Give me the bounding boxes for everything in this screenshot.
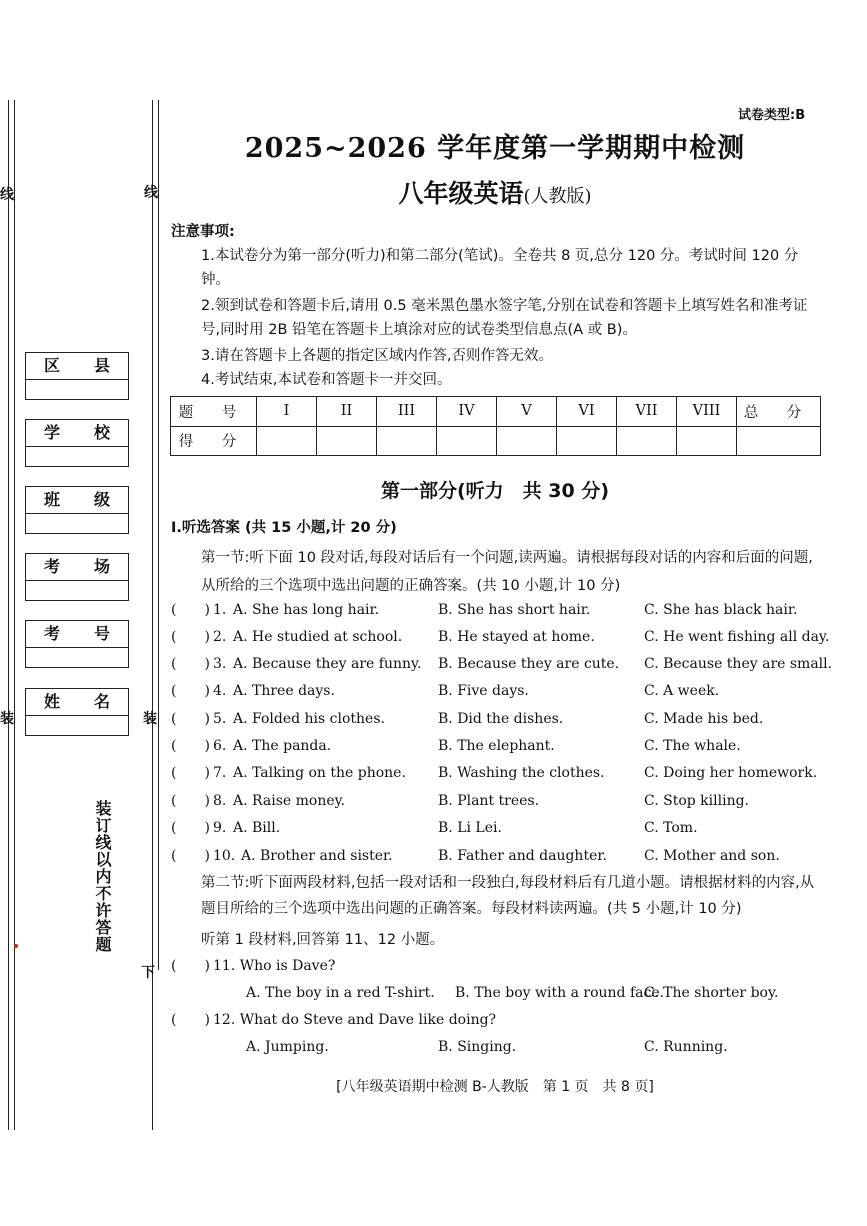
margin-seal-glyph-right: 装 bbox=[143, 711, 157, 727]
field-label-char: 校 bbox=[93, 423, 110, 442]
answer-blank[interactable]: ( ) bbox=[171, 629, 210, 645]
question-number: 2. bbox=[213, 629, 227, 645]
subject-label: 八年级英语 bbox=[398, 179, 524, 208]
question-row bbox=[171, 679, 821, 703]
option-b: B. Plant trees. bbox=[438, 793, 540, 809]
intro-text: 第二节:听下面两段材料,包括一段对话和一段独白,每段材料后有几道小题。请根据材料的内容,从题目所给的三个选项中选出问题的正确答案。每段材料读两遍。(共 5 小题,计 10 分) bbox=[201, 875, 815, 917]
score-header-cell: 总 分 bbox=[737, 397, 821, 427]
exam-number-field[interactable] bbox=[25, 620, 129, 668]
score-cell[interactable] bbox=[437, 426, 497, 456]
question-row bbox=[171, 652, 833, 676]
score-header-cell: 题 号 bbox=[171, 397, 257, 427]
intro-text: 第一节:听下面 10 段对话,每段对话后有一个问题,读两遍。请根据每段对话的内容和后面的问题,从所给的三个选项中选出问题的正确答案。(共 10 小题,计 10 分) bbox=[201, 550, 813, 594]
option-a: A. She has long hair. bbox=[233, 602, 380, 618]
question-row bbox=[171, 625, 830, 649]
score-row-label: 得 分 bbox=[171, 426, 257, 456]
question-row bbox=[171, 707, 821, 731]
ink-mark bbox=[14, 944, 18, 948]
edition-label: (人教版) bbox=[523, 186, 592, 207]
option-a: A. Folded his clothes. bbox=[233, 711, 385, 727]
score-cell[interactable] bbox=[557, 426, 617, 456]
option-c: C. Made his bed. bbox=[644, 711, 764, 727]
score-header-cell: VIII bbox=[677, 397, 737, 427]
score-table bbox=[170, 396, 821, 456]
option-a: A. Jumping. bbox=[246, 1039, 329, 1055]
answer-blank[interactable]: ( ) bbox=[171, 683, 210, 699]
option-b: B. The boy with a round face. bbox=[455, 985, 665, 1001]
notice-item-4 bbox=[171, 368, 821, 392]
option-row bbox=[171, 1035, 821, 1059]
question-row bbox=[171, 1008, 821, 1032]
score-header-cell: V bbox=[497, 397, 557, 427]
field-label-char: 场 bbox=[93, 557, 110, 576]
option-c: C. She has black hair. bbox=[644, 602, 798, 618]
option-b: B. Did the dishes. bbox=[438, 711, 564, 727]
option-b: B. She has short hair. bbox=[438, 602, 591, 618]
option-c: C. Mother and son. bbox=[644, 848, 780, 864]
notice-text: 2.领到试卷和答题卡后,请用 0.5 毫米黑色墨水签字笔,分别在试卷和答题卡上填写姓名和准考证号,同时用 2B 铅笔在答题卡上填涂对应的试卷类型信息点(A 或 B)。 bbox=[201, 298, 808, 338]
district-field[interactable] bbox=[25, 352, 129, 400]
field-label-char: 班 bbox=[44, 490, 61, 509]
section2-intro bbox=[171, 870, 821, 922]
notice-text: 1.本试卷分为第一部分(听力)和第二部分(笔试)。全卷共 8 页,总分 120 分。考试时间 120 分钟。 bbox=[201, 248, 799, 288]
option-b: B. Singing. bbox=[438, 1039, 517, 1055]
score-header-cell: III bbox=[377, 397, 437, 427]
question-number: 4. bbox=[213, 683, 227, 699]
option-a: A. Three days. bbox=[233, 683, 335, 699]
option-b: B. Washing the clothes. bbox=[438, 765, 605, 781]
notice-text: 3.请在答题卡上各题的指定区域内作答,否则作答无效。 bbox=[201, 348, 553, 364]
score-table-score-row bbox=[171, 426, 821, 456]
option-row bbox=[171, 981, 821, 1005]
option-c: C. Running. bbox=[644, 1039, 728, 1055]
notice-item-2 bbox=[171, 294, 821, 342]
option-c: C. Stop killing. bbox=[644, 793, 749, 809]
notice-heading: 注意事项: bbox=[171, 224, 235, 240]
question-row bbox=[171, 844, 821, 868]
score-cell[interactable] bbox=[737, 426, 821, 456]
option-b: B. The elephant. bbox=[438, 738, 555, 754]
option-c: C. The whale. bbox=[644, 738, 741, 754]
option-b: B. He stayed at home. bbox=[438, 629, 595, 645]
margin-line-glyph-right: 线 bbox=[144, 185, 158, 201]
score-cell[interactable] bbox=[257, 426, 317, 456]
option-c: C. The shorter boy. bbox=[644, 985, 779, 1001]
margin-down-glyph: 下 bbox=[141, 965, 155, 981]
exam-subtitle bbox=[170, 174, 820, 210]
option-c: C. Tom. bbox=[644, 820, 698, 836]
notice-item-3 bbox=[171, 344, 821, 368]
option-c: C. He went fishing all day. bbox=[644, 629, 830, 645]
answer-blank[interactable]: ( ) bbox=[171, 711, 210, 727]
field-label-char: 区 bbox=[44, 356, 61, 375]
answer-blank[interactable]: ( ) bbox=[171, 958, 210, 974]
class-field[interactable] bbox=[25, 486, 129, 534]
binding-warning: 装订线以内不许答题 bbox=[93, 800, 112, 953]
score-header-cell: IV bbox=[437, 397, 497, 427]
question-row bbox=[171, 598, 821, 622]
score-header-cell: VII bbox=[617, 397, 677, 427]
name-field[interactable] bbox=[25, 688, 129, 736]
question-row bbox=[171, 816, 821, 840]
answer-blank[interactable]: ( ) bbox=[171, 1012, 210, 1028]
field-label-char: 号 bbox=[93, 624, 110, 643]
margin-line-inner-2 bbox=[158, 100, 159, 970]
answer-blank[interactable]: ( ) bbox=[171, 738, 210, 754]
option-c: C. A week. bbox=[644, 683, 720, 699]
option-b: B. Father and daughter. bbox=[438, 848, 607, 864]
question-number: 9. bbox=[213, 820, 227, 836]
question-row bbox=[171, 761, 821, 785]
question-number: 8. bbox=[213, 793, 227, 809]
field-label-char: 学 bbox=[44, 423, 61, 442]
question-stem: 12. What do Steve and Dave like doing? bbox=[213, 1012, 497, 1028]
option-a: A. Because they are funny. bbox=[233, 656, 422, 672]
question-stem: 11. Who is Dave? bbox=[213, 958, 336, 974]
question-number: 3. bbox=[213, 656, 227, 672]
field-label-char: 姓 bbox=[44, 692, 61, 711]
margin-line-outer bbox=[8, 100, 9, 1130]
margin-line-mid bbox=[14, 100, 15, 1130]
score-cell[interactable] bbox=[497, 426, 557, 456]
option-a: A. Raise money. bbox=[233, 793, 346, 809]
field-label-char: 考 bbox=[44, 624, 61, 643]
option-a: A. The panda. bbox=[233, 738, 332, 754]
answer-blank[interactable]: ( ) bbox=[171, 793, 210, 809]
prompt-text: 听第 1 段材料,回答第 11、12 小题。 bbox=[201, 932, 445, 948]
option-a: A. The boy in a red T-shirt. bbox=[246, 985, 435, 1001]
exam-room-field[interactable] bbox=[25, 553, 129, 601]
answer-blank[interactable]: ( ) bbox=[171, 656, 210, 672]
question-row bbox=[171, 789, 821, 813]
question-row bbox=[171, 734, 821, 758]
part-one-title: 第一部分(听力 共 30 分) bbox=[380, 480, 610, 502]
score-cell[interactable] bbox=[317, 426, 377, 456]
field-label-char: 名 bbox=[93, 692, 110, 711]
answer-blank[interactable]: ( ) bbox=[171, 765, 210, 781]
score-header-cell: I bbox=[257, 397, 317, 427]
question-number: 1. bbox=[213, 602, 227, 618]
score-table-header-row bbox=[171, 397, 821, 427]
school-field[interactable] bbox=[25, 419, 129, 467]
question-number: 10. bbox=[213, 848, 236, 864]
field-label-char: 县 bbox=[93, 356, 110, 375]
option-a: A. Brother and sister. bbox=[241, 848, 393, 864]
option-b: B. Li Lei. bbox=[438, 820, 502, 836]
section1-intro bbox=[171, 544, 821, 600]
field-label-char: 考 bbox=[44, 557, 61, 576]
question-number: 7. bbox=[213, 765, 227, 781]
score-header-cell: VI bbox=[557, 397, 617, 427]
option-a: A. Bill. bbox=[233, 820, 281, 836]
margin-seal-glyph-left: 装 bbox=[0, 711, 14, 727]
question-row bbox=[171, 954, 821, 978]
answer-blank[interactable]: ( ) bbox=[171, 602, 210, 618]
option-a: A. Talking on the phone. bbox=[233, 765, 406, 781]
score-cell[interactable] bbox=[677, 426, 737, 456]
exam-title: 2025~2026 学年度第一学期期中检测 bbox=[244, 133, 746, 164]
score-cell[interactable] bbox=[377, 426, 437, 456]
answer-blank[interactable]: ( ) bbox=[171, 848, 210, 864]
section-title: I.听选答案 (共 15 小题,计 20 分) bbox=[171, 520, 397, 536]
margin-line-glyph-left: 线 bbox=[0, 187, 14, 203]
paper-type-label: 试卷类型:B bbox=[738, 108, 806, 123]
field-label-char: 级 bbox=[93, 490, 110, 509]
material1-prompt bbox=[171, 928, 821, 952]
option-b: B. Because they are cute. bbox=[438, 656, 620, 672]
option-c: C. Because they are small. bbox=[644, 656, 833, 672]
question-number: 5. bbox=[213, 711, 227, 727]
notice-item-1 bbox=[171, 244, 821, 292]
score-cell[interactable] bbox=[617, 426, 677, 456]
option-c: C. Doing her homework. bbox=[644, 765, 818, 781]
option-a: A. He studied at school. bbox=[233, 629, 403, 645]
answer-blank[interactable]: ( ) bbox=[171, 820, 210, 836]
page-footer: [八年级英语期中检测 B-人教版 第 1 页 共 8 页] bbox=[336, 1079, 654, 1095]
option-b: B. Five days. bbox=[438, 683, 529, 699]
score-header-cell: II bbox=[317, 397, 377, 427]
question-number: 6. bbox=[213, 738, 227, 754]
notice-text: 4.考试结束,本试卷和答题卡一并交回。 bbox=[201, 372, 452, 388]
